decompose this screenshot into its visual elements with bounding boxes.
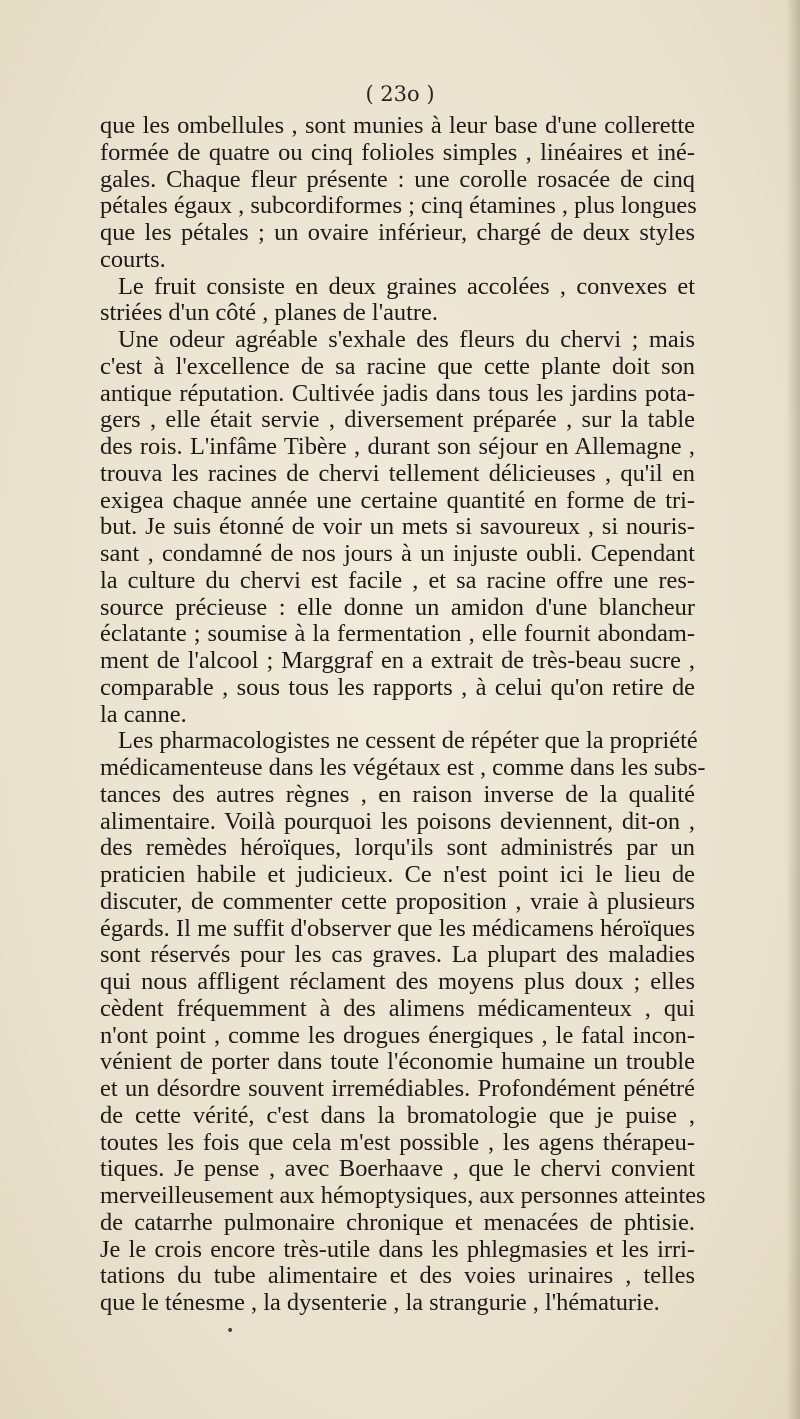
text-line: courts. bbox=[100, 245, 166, 273]
text-line: comparable , sous tous les rapports , à celui qu'on retire de bbox=[100, 673, 695, 701]
text-line: Je le crois encore très-utile dans les phlegmasies et les irri- bbox=[100, 1235, 695, 1263]
text-line: médicamenteuse dans les végétaux est , comme dans les subs- bbox=[100, 754, 706, 781]
text-line: éclatante ; soumise à la fermentation , elle fournit abondam- bbox=[100, 620, 695, 648]
text-line: sant , condamné de nos jours à un injuste oubli. Cependant bbox=[100, 540, 695, 567]
paragraph-start: Une odeur agréable s'exhale des fleurs du chervi ; mais bbox=[118, 326, 695, 353]
text-line: que les pétales ; un ovaire inférieur, chargé de deux styles bbox=[100, 219, 695, 246]
text-line: discuter, de commenter cette proposition , vraie à plusieurs bbox=[100, 887, 695, 915]
text-line: gers , elle était servie , diversement préparée , sur la table bbox=[100, 406, 695, 434]
text-line: que les ombellules , sont munies à leur base d'une collerette bbox=[100, 112, 695, 139]
page-number: ( 23o ) bbox=[365, 82, 435, 106]
text-line: trouva les racines de chervi tellement délicieuses , qu'il en bbox=[100, 459, 695, 487]
text-line: tiques. Je pense , avec Boerhaave , que le chervi convient bbox=[100, 1155, 695, 1183]
text-line: que le ténesme , la dysenterie , la strangurie , l'hématurie. bbox=[100, 1289, 660, 1316]
text-line: alimentaire. Voilà pourquoi les poisons deviennent, dit-on , bbox=[100, 807, 695, 835]
body-text bbox=[100, 112, 706, 1317]
text-line: de cette vérité, c'est dans la bromatologie que je puise , bbox=[100, 1101, 695, 1129]
text-line: source précieuse : elle donne un amidon d'une blancheur bbox=[100, 593, 695, 621]
text-line: praticien habile et judicieux. Ce n'est point ici le lieu de bbox=[100, 861, 695, 888]
text-line: tations du tube alimentaire et des voies urinaires , telles bbox=[100, 1262, 695, 1290]
text-line: striées d'un côté , planes de l'autre. bbox=[100, 299, 438, 327]
text-line: la culture du chervi est facile , et sa racine offre une res- bbox=[100, 566, 695, 594]
text-line: des remèdes héroïques, lorqu'ils sont administrés par un bbox=[100, 834, 695, 862]
paragraph-start: Les pharmacologistes ne cessent de répéter que la propriété bbox=[118, 727, 698, 755]
text-line: c'est à l'excellence de sa racine que cette plante doit son bbox=[100, 352, 695, 380]
text-line: antique réputation. Cultivée jadis dans tous les jardins pota- bbox=[100, 379, 695, 407]
text-line: merveilleusement aux hémoptysiques, aux personnes atteintes bbox=[100, 1182, 706, 1209]
text-line: exigea chaque année une certaine quantité en forme de tri- bbox=[100, 486, 695, 514]
text-line: et un désordre souvent irremédiables. Profondément pénétré bbox=[100, 1075, 695, 1102]
text-line: tances des autres règnes , en raison inverse de la qualité bbox=[100, 780, 695, 808]
text-line: pétales égaux , subcordiformes ; cinq étamines , plus longues bbox=[100, 192, 697, 220]
text-line: égards. Il me suffit d'observer que les médicamens héroïques bbox=[100, 914, 695, 942]
text-line: formée de quatre ou cinq folioles simples , linéaires et iné- bbox=[100, 138, 695, 166]
text-line: but. Je suis étonné de voir un mets si savoureux , si nouris- bbox=[100, 513, 695, 541]
paragraph-start: Le fruit consiste en deux graines accolées , convexes et bbox=[118, 272, 695, 300]
text-line: sont réservés pour les cas graves. La plupart des maladies bbox=[100, 941, 695, 969]
text-line: la canne. bbox=[100, 700, 187, 728]
page-edge-shadow bbox=[786, 0, 800, 1419]
text-line: vénient de porter dans toute l'économie humaine un trouble bbox=[100, 1048, 695, 1076]
text-line: gales. Chaque fleur présente : une corolle rosacée de cinq bbox=[100, 165, 695, 193]
text-line: qui nous affligent réclament des moyens plus doux ; elles bbox=[100, 968, 695, 995]
text-line: de catarrhe pulmonaire chronique et menacées de phtisie. bbox=[100, 1208, 695, 1236]
text-line: des rois. L'infâme Tibère , durant son séjour en Allemagne , bbox=[100, 433, 695, 460]
printer-mark: • bbox=[226, 1323, 235, 1339]
text-line: n'ont point , comme les drogues énergiques , le fatal incon- bbox=[100, 1021, 695, 1049]
text-line: ment de l'alcool ; Marggraf en a extrait de très-beau sucre , bbox=[100, 647, 695, 674]
text-line: cèdent fréquemment à des alimens médicamenteux , qui bbox=[100, 994, 695, 1022]
text-line: toutes les fois que cela m'est possible , les agens thérapeu- bbox=[100, 1128, 695, 1156]
